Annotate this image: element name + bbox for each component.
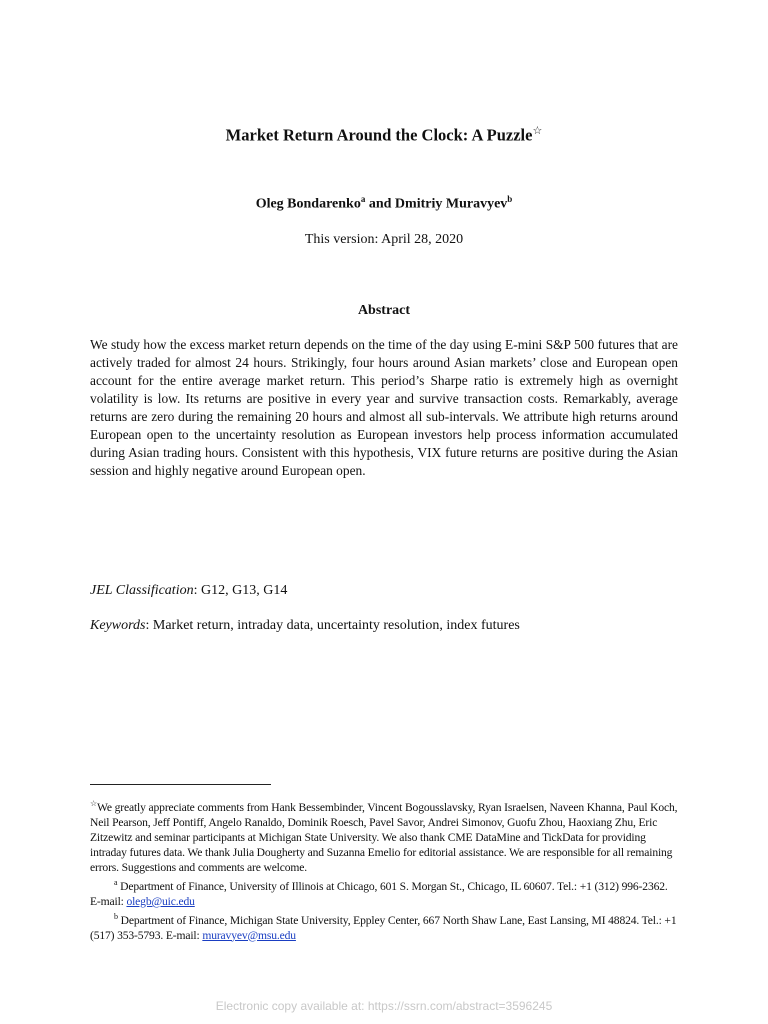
footnote-affiliation-b	[90, 909, 678, 943]
ssrn-watermark: Electronic copy available at: https://ssrn.com/abstract=3596245	[215, 999, 553, 1013]
author-connector: and	[365, 196, 395, 212]
footnote-acknowledgements	[90, 796, 678, 875]
author-2-affiliation-mark: b	[507, 194, 513, 204]
paper-title	[0, 124, 768, 146]
title-footnote-mark: ☆	[532, 125, 543, 137]
email-link-bondarenko[interactable]: olegb@uic.edu	[126, 894, 195, 908]
jel-classification	[90, 583, 287, 599]
abstract-text: We study how the excess market return depends on the time of the day using E-mini S&P 500 futures that are actively traded for almost 24 hours. Strikingly, four hours around Asian markets’ close and European open account for the entire average market return. This period’s Sharpe ratio is extremely high as overnight volatility is low. Its returns are positive in every year and survive transaction costs. Remarkably, average returns are zero during the remaining 20 hours and almost all sub-intervals. We attribute high returns around European open to the uncertainty resolution as European investors help process information accumulated during Asian trading hours. Consistent with this hypothesis, VIX future returns are positive during the Asian session and highly negative around European open.	[90, 337, 678, 478]
footnote-2-mark: a	[114, 877, 118, 887]
paper-title-text: Market Return Around the Clock: A Puzzle	[225, 125, 533, 145]
author-2: Dmitriy Muravyev	[394, 196, 508, 212]
author-1: Oleg Bondarenko	[255, 196, 361, 212]
footnote-affiliation-a	[90, 875, 678, 909]
author-1-affiliation-mark: a	[360, 194, 366, 204]
jel-label: JEL Classification	[90, 583, 194, 598]
footnote-3-mark: b	[114, 911, 118, 921]
footnote-1-mark: ☆	[90, 799, 98, 808]
footnote-divider	[90, 784, 271, 785]
footnote-1-text: We greatly appreciate comments from Hank Bessembinder, Vincent Bogousslavsky, Ryan Israelsen, Naveen Khanna, Paul Koch, Neil Pearson, Jeff Pontiff, Angelo Ranaldo, Dominik Roesch, Pavel Savor, Andrei Simonov, Guofu Zhou, Haoxiang Zhu, Eric Zitzewitz and seminar participants at Michigan State University. We also thank CME DataMine and TickData for providing intraday futures data. We thank Julia Dougherty and Suzanna Emelio for editorial assistance. We are responsible for all remaining errors. Suggestions and comments are welcome.	[90, 800, 678, 874]
author-line	[0, 194, 768, 213]
keywords-list: : Market return, intraday data, uncertainty resolution, index futures	[145, 618, 520, 633]
abstract-heading: Abstract	[357, 303, 411, 318]
keywords-label: Keywords	[90, 618, 146, 633]
keywords	[90, 618, 520, 634]
footnotes	[90, 796, 678, 943]
footnote-2-text: Department of Finance, University of Illinois at Chicago, 601 S. Morgan St., Chicago, IL 60607. Tel.: +1 (312) 996-2362. E-mail:	[90, 879, 668, 908]
email-link-muravyev[interactable]: muravyev@msu.edu	[202, 928, 296, 942]
footnote-3-text: Department of Finance, Michigan State University, Eppley Center, 667 North Shaw Lane, East Lansing, MI 48824. Tel.: +1 (517) 353-5793. E-mail:	[90, 913, 677, 942]
version-date: This version: April 28, 2020	[304, 232, 464, 247]
jel-codes: : G12, G13, G14	[193, 583, 288, 598]
